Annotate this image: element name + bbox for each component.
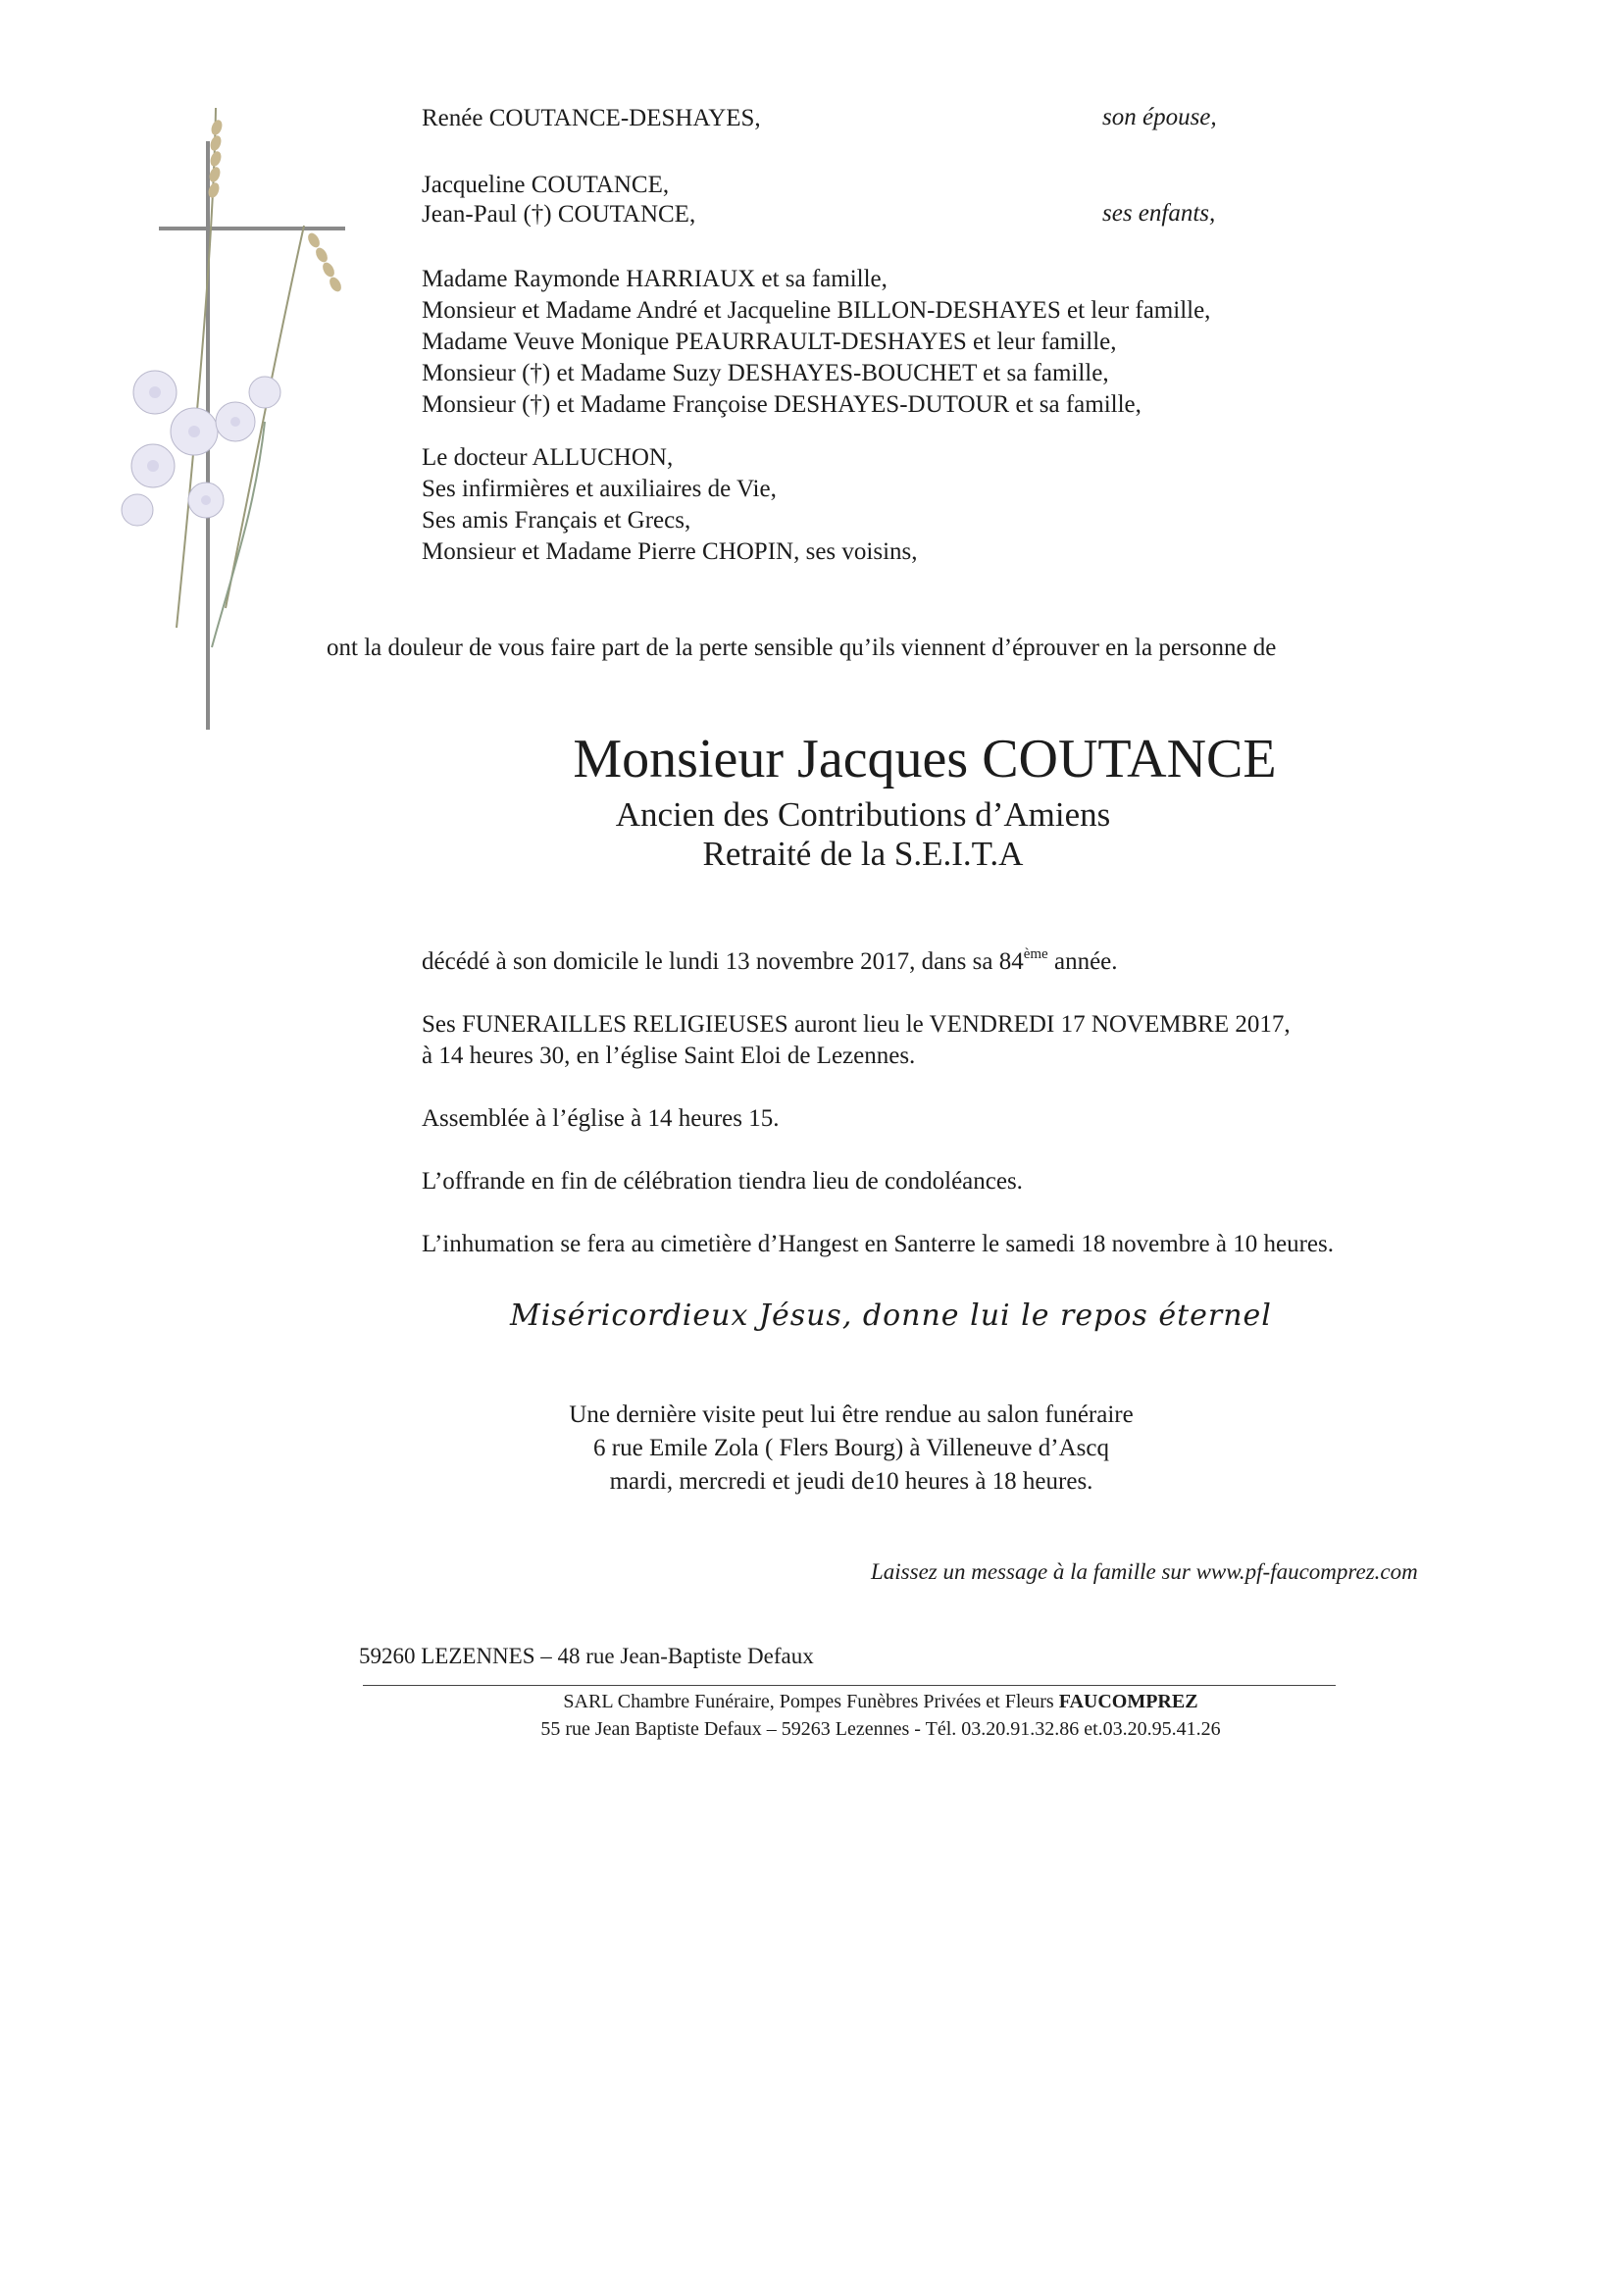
other-line: Ses amis Français et Grecs, (422, 507, 691, 534)
funeral-line: à 14 heures 30, en l’église Saint Eloi de Lezennes. (422, 1043, 916, 1069)
child-name: Jacqueline COUTANCE, (422, 172, 670, 198)
burial-line: L’inhumation se fera au cimetière d’Hangest en Santerre le samedi 18 novembre à 10 heures. (422, 1231, 1334, 1257)
footer-company: SARL Chambre Funéraire, Pompes Funèbres Privées et Fleurs FAUCOMPREZ (563, 1691, 1198, 1712)
relative-line: Madame Raymonde HARRIAUX et sa famille, (422, 266, 888, 292)
announcement-line: ont la douleur de vous faire part de la perte sensible qu’ils viennent d’éprouver en la personne de (327, 635, 1277, 661)
spouse-role: son épouse, (1102, 104, 1217, 130)
relative-line: Monsieur (†) et Madame Suzy DESHAYES-BOUCHET et sa famille, (422, 360, 1109, 386)
other-line: Ses infirmières et auxiliaires de Vie, (422, 476, 777, 502)
footer-divider (363, 1685, 1336, 1686)
deceased-name: Monsieur Jacques COUTANCE (573, 729, 1277, 789)
visit-line: mardi, mercredi et jeudi de10 heures à 18 heures. (609, 1468, 1093, 1495)
child-name: Jean-Paul (†) COUTANCE, (422, 201, 696, 228)
other-line: Monsieur et Madame Pierre CHOPIN, ses voisins, (422, 538, 918, 565)
address-line: 59260 LEZENNES – 48 rue Jean-Baptiste Defaux (359, 1644, 814, 1668)
visit-line: 6 rue Emile Zola ( Flers Bourg) à Villeneuve d’Ascq (593, 1435, 1109, 1461)
death-line: décédé à son domicile le lundi 13 novembre 2017, dans sa 84ème année. (422, 946, 1118, 975)
visit-line: Une dernière visite peut lui être rendue au salon funéraire (569, 1401, 1134, 1428)
prayer-line: Miséricordieux Jésus, donne lui le repos éternel (510, 1298, 1272, 1333)
footer-contact: 55 rue Jean Baptiste Defaux – 59263 Lezennes - Tél. 03.20.91.32.86 et.03.20.95.41.26 (540, 1718, 1221, 1740)
relative-line: Monsieur (†) et Madame Françoise DESHAYES-DUTOUR et sa famille, (422, 391, 1142, 418)
deceased-title: Retraité de la S.E.I.T.A (702, 835, 1024, 873)
relative-line: Monsieur et Madame André et Jacqueline BILLON-DESHAYES et leur famille, (422, 297, 1211, 324)
message-line: Laissez un message à la famille sur www.pf-faucomprez.com (871, 1559, 1418, 1584)
children-role: ses enfants, (1102, 200, 1216, 227)
funeral-line: Ses FUNERAILLES RELIGIEUSES auront lieu le VENDREDI 17 NOVEMBRE 2017, (422, 1011, 1291, 1038)
relative-line: Madame Veuve Monique PEAURRAULT-DESHAYES et leur famille, (422, 329, 1117, 355)
other-line: Le docteur ALLUCHON, (422, 444, 674, 471)
spouse-name: Renée COUTANCE-DESHAYES, (422, 105, 761, 131)
offering-line: L’offrande en fin de célébration tiendra lieu de condoléances. (422, 1168, 1023, 1195)
assembly-line: Assemblée à l’église à 14 heures 15. (422, 1105, 780, 1132)
deceased-title: Ancien des Contributions d’Amiens (615, 795, 1111, 834)
